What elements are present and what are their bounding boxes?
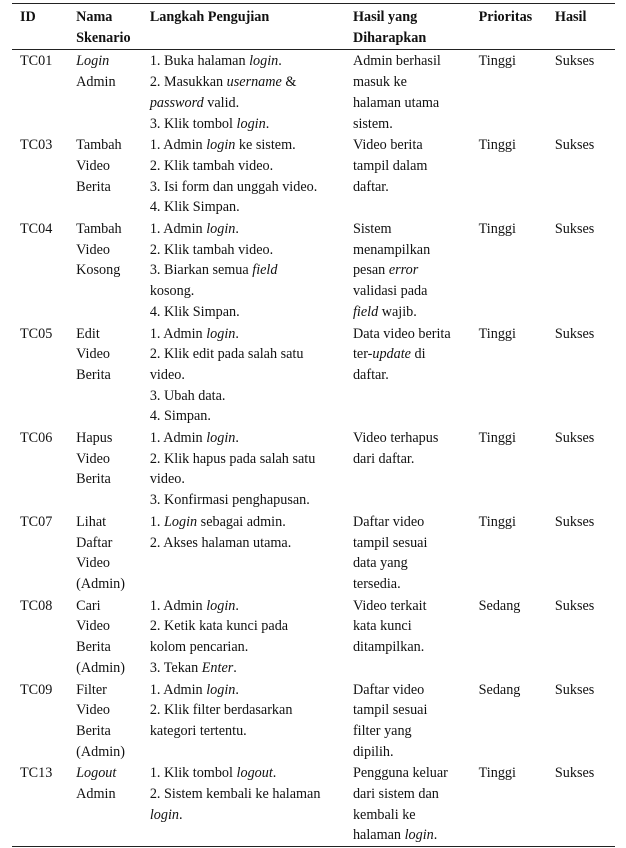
cell-scenario-name-line: Daftar: [76, 534, 113, 551]
cell-scenario-name-line: Hapus: [76, 430, 113, 447]
cell-scenario-name-line: Lihat: [76, 513, 107, 530]
cell-scenario-name-line: Filter: [76, 681, 107, 698]
header-test-steps: Langkah Pengujian: [146, 4, 349, 50]
table-row: [12, 323, 615, 428]
cell-priority-line: Tinggi: [478, 765, 516, 782]
cell-expected-result: [349, 218, 475, 323]
cell-priority: [475, 218, 551, 323]
cell-id-line: TC01: [20, 53, 53, 70]
table-row: [12, 595, 615, 679]
cell-expected-result-line: pesan error: [352, 262, 419, 279]
cell-result-line: Sukses: [554, 221, 595, 238]
cell-expected-result-line: masuk ke: [352, 74, 407, 91]
cell-expected-result-line: tampil dalam: [352, 157, 428, 174]
cell-expected-result-line: filter yang: [352, 722, 412, 739]
cell-expected-result-line: Data video berita: [352, 325, 451, 342]
cell-priority: [475, 511, 551, 595]
table-header-row: [12, 4, 615, 50]
header-expected-result-line-1: Hasil yang: [352, 9, 418, 25]
cell-test-steps: [146, 218, 349, 323]
cell-scenario-name-line: Tambah: [76, 137, 122, 154]
cell-test-steps-line: 1. Admin login.: [149, 325, 239, 342]
cell-test-steps-line: 2. Klik tambah video.: [149, 157, 274, 174]
table-body: [12, 50, 615, 847]
cell-priority-line: Sedang: [478, 681, 521, 698]
cell-scenario-name-line: Berita: [76, 639, 111, 656]
header-priority: Prioritas: [475, 4, 551, 50]
table-row: [12, 218, 615, 323]
cell-priority-line: Tinggi: [478, 221, 516, 238]
cell-expected-result-line: tampil sesuai: [352, 702, 428, 719]
cell-scenario-name-line: Video: [76, 450, 110, 467]
cell-result: [551, 679, 615, 763]
cell-expected-result: [349, 679, 475, 763]
cell-scenario-name: [72, 218, 146, 323]
cell-scenario-name-line: Logout: [76, 765, 117, 782]
cell-expected-result-line: dari daftar.: [352, 450, 415, 467]
cell-test-steps-line: password valid.: [149, 94, 240, 111]
cell-expected-result-line: halaman login.: [352, 827, 438, 844]
table-row: [12, 50, 615, 134]
cell-scenario-name-line: Login: [76, 53, 110, 70]
table-row: [12, 427, 615, 511]
cell-test-steps-line: kosong.: [149, 283, 195, 300]
header-result: Hasil: [551, 4, 615, 50]
cell-test-steps: [146, 323, 349, 428]
table-row: [12, 679, 615, 763]
cell-priority: [475, 679, 551, 763]
cell-result: [551, 323, 615, 428]
table-row: [12, 134, 615, 218]
cell-result-line: Sukses: [554, 325, 595, 342]
cell-expected-result-line: Video berita: [352, 137, 423, 154]
cell-test-steps: [146, 50, 349, 134]
cell-id-line: TC08: [20, 597, 53, 614]
cell-expected-result-line: menampilkan: [352, 241, 431, 258]
cell-priority-line: Sedang: [478, 597, 521, 614]
cell-test-steps-line: 4. Klik Simpan.: [149, 303, 240, 320]
cell-result-line: Sukses: [554, 681, 595, 698]
cell-expected-result: [349, 50, 475, 134]
cell-expected-result-line: Daftar video: [352, 513, 425, 530]
cell-test-steps-line: 3. Ubah data.: [149, 387, 226, 404]
cell-id: [12, 427, 72, 511]
cell-priority-line: Tinggi: [478, 513, 516, 530]
cell-test-steps-line: 3. Tekan Enter.: [149, 659, 237, 676]
cell-id: [12, 762, 72, 846]
cell-scenario-name: [72, 595, 146, 679]
cell-priority: [475, 762, 551, 846]
cell-test-steps-line: 1. Admin login.: [149, 430, 239, 447]
cell-scenario-name: [72, 323, 146, 428]
cell-expected-result-line: ditampilkan.: [352, 639, 425, 656]
cell-test-steps: [146, 679, 349, 763]
cell-test-steps-line: 1. Klik tombol logout.: [149, 765, 277, 782]
cell-expected-result-line: Daftar video: [352, 681, 425, 698]
cell-expected-result-line: halaman utama: [352, 94, 440, 111]
cell-test-steps-line: 3. Isi form dan unggah video.: [149, 178, 318, 195]
cell-test-steps-line: 3. Biarkan semua field: [149, 262, 278, 279]
cell-expected-result-line: tersedia.: [352, 575, 401, 592]
cell-expected-result-line: tampil sesuai: [352, 534, 428, 551]
cell-test-steps-line: 1. Buka halaman login.: [149, 53, 282, 70]
cell-result: [551, 50, 615, 134]
cell-test-steps-line: 4. Klik Simpan.: [149, 199, 240, 216]
cell-scenario-name-line: Cari: [76, 597, 101, 614]
cell-test-steps-line: 1. Admin login.: [149, 681, 239, 698]
cell-scenario-name-line: Berita: [76, 178, 111, 195]
cell-result-line: Sukses: [554, 597, 595, 614]
cell-id-line: TC09: [20, 681, 53, 698]
cell-test-steps-line: 1. Login sebagai admin.: [149, 513, 286, 530]
cell-priority-line: Tinggi: [478, 325, 516, 342]
cell-expected-result: [349, 323, 475, 428]
cell-expected-result-line: Sistem: [352, 221, 392, 238]
cell-id: [12, 323, 72, 428]
cell-scenario-name-line: Berita: [76, 471, 111, 488]
cell-id-line: TC06: [20, 430, 53, 447]
cell-scenario-name-line: Admin: [76, 74, 116, 91]
header-id: ID: [12, 4, 72, 50]
cell-result: [551, 427, 615, 511]
cell-result-line: Sukses: [554, 137, 595, 154]
cell-test-steps-line: login.: [149, 806, 183, 823]
cell-scenario-name-line: Berita: [76, 366, 111, 383]
cell-id: [12, 511, 72, 595]
cell-scenario-name-line: Video: [76, 346, 110, 363]
cell-test-steps-line: 2. Sistem kembali ke halaman: [149, 786, 321, 803]
cell-priority: [475, 323, 551, 428]
cell-test-steps-line: 2. Masukkan username &: [149, 74, 297, 91]
cell-test-steps-line: kategori tertentu.: [149, 722, 247, 739]
cell-priority: [475, 595, 551, 679]
cell-scenario-name-line: Video: [76, 702, 110, 719]
cell-test-steps-line: kolom pencarian.: [149, 639, 249, 656]
cell-scenario-name-line: Admin: [76, 786, 116, 803]
table-row: [12, 511, 615, 595]
header-expected-result: [349, 4, 475, 50]
cell-expected-result-line: validasi pada: [352, 283, 428, 300]
cell-result: [551, 511, 615, 595]
cell-expected-result: [349, 762, 475, 846]
cell-expected-result: [349, 595, 475, 679]
cell-test-steps: [146, 595, 349, 679]
cell-id-line: TC05: [20, 325, 53, 342]
cell-id-line: TC07: [20, 513, 53, 530]
cell-scenario-name: [72, 679, 146, 763]
cell-expected-result-line: daftar.: [352, 366, 389, 383]
cell-expected-result-line: dipilih.: [352, 743, 394, 760]
cell-test-steps-line: video.: [149, 471, 185, 488]
cell-expected-result-line: Video terkait: [352, 597, 427, 614]
cell-scenario-name-line: (Admin): [76, 575, 126, 592]
header-expected-result-line-2: Diharapkan: [352, 29, 427, 46]
cell-scenario-name: [72, 427, 146, 511]
cell-result: [551, 595, 615, 679]
cell-result: [551, 762, 615, 846]
cell-expected-result-line: dari sistem dan: [352, 786, 439, 803]
cell-scenario-name-line: Kosong: [76, 262, 121, 279]
cell-id-line: TC13: [20, 765, 53, 782]
cell-expected-result-line: kembali ke: [352, 806, 416, 823]
header-scenario-name: [72, 4, 146, 50]
cell-expected-result-line: daftar.: [352, 178, 389, 195]
cell-id: [12, 50, 72, 134]
cell-scenario-name-line: Berita: [76, 722, 111, 739]
cell-priority-line: Tinggi: [478, 137, 516, 154]
cell-scenario-name-line: Video: [76, 241, 110, 258]
cell-scenario-name: [72, 762, 146, 846]
cell-priority: [475, 427, 551, 511]
header-scenario-name-line-1: Nama: [76, 9, 113, 25]
cell-expected-result: [349, 134, 475, 218]
cell-priority-line: Tinggi: [478, 53, 516, 70]
cell-test-steps-line: 1. Admin login.: [149, 597, 239, 614]
cell-expected-result-line: field wajib.: [352, 303, 417, 320]
cell-test-steps-line: 1. Admin login.: [149, 221, 239, 238]
cell-id-line: TC03: [20, 137, 53, 154]
cell-scenario-name: [72, 50, 146, 134]
cell-test-steps: [146, 427, 349, 511]
cell-scenario-name-line: Tambah: [76, 221, 122, 238]
header-scenario-name-line-2: Skenario: [76, 29, 131, 46]
cell-test-steps-line: 1. Admin login ke sistem.: [149, 137, 296, 154]
cell-scenario-name-line: (Admin): [76, 743, 126, 760]
cell-result: [551, 218, 615, 323]
cell-expected-result: [349, 511, 475, 595]
cell-id: [12, 218, 72, 323]
cell-test-steps: [146, 762, 349, 846]
cell-expected-result-line: Pengguna keluar: [352, 765, 448, 782]
cell-test-steps-line: 2. Ketik kata kunci pada: [149, 618, 289, 635]
cell-result-line: Sukses: [554, 513, 595, 530]
cell-scenario-name-line: Edit: [76, 325, 100, 342]
cell-test-steps-line: 2. Klik hapus pada salah satu: [149, 450, 316, 467]
cell-expected-result-line: sistem.: [352, 115, 393, 132]
cell-id: [12, 134, 72, 218]
cell-expected-result-line: kata kunci: [352, 618, 412, 635]
cell-test-steps-line: 2. Klik tambah video.: [149, 241, 274, 258]
cell-scenario-name: [72, 511, 146, 595]
cell-priority: [475, 50, 551, 134]
cell-id: [12, 595, 72, 679]
cell-expected-result-line: data yang: [352, 555, 408, 572]
cell-id: [12, 679, 72, 763]
cell-test-steps-line: 2. Klik edit pada salah satu: [149, 346, 304, 363]
cell-priority-line: Tinggi: [478, 430, 516, 447]
cell-expected-result-line: ter-update di: [352, 346, 426, 363]
cell-expected-result-line: Video terhapus: [352, 430, 439, 447]
cell-expected-result: [349, 427, 475, 511]
cell-test-steps-line: 3. Klik tombol login.: [149, 115, 270, 132]
cell-test-steps: [146, 511, 349, 595]
cell-test-steps-line: 4. Simpan.: [149, 408, 211, 425]
cell-scenario-name-line: Video: [76, 157, 110, 174]
cell-test-steps-line: 2. Akses halaman utama.: [149, 534, 292, 551]
cell-priority: [475, 134, 551, 218]
test-case-table: [12, 3, 615, 847]
cell-test-steps: [146, 134, 349, 218]
table-row: [12, 762, 615, 846]
cell-expected-result-line: Admin berhasil: [352, 53, 441, 70]
cell-result-line: Sukses: [554, 430, 595, 447]
cell-scenario-name: [72, 134, 146, 218]
cell-test-steps-line: video.: [149, 366, 185, 383]
cell-result-line: Sukses: [554, 765, 595, 782]
cell-result-line: Sukses: [554, 53, 595, 70]
cell-test-steps-line: 3. Konfirmasi penghapusan.: [149, 492, 310, 509]
cell-test-steps-line: 2. Klik filter berdasarkan: [149, 702, 293, 719]
cell-id-line: TC04: [20, 221, 53, 238]
cell-scenario-name-line: Video: [76, 618, 110, 635]
cell-scenario-name-line: (Admin): [76, 659, 126, 676]
cell-result: [551, 134, 615, 218]
cell-scenario-name-line: Video: [76, 555, 110, 572]
